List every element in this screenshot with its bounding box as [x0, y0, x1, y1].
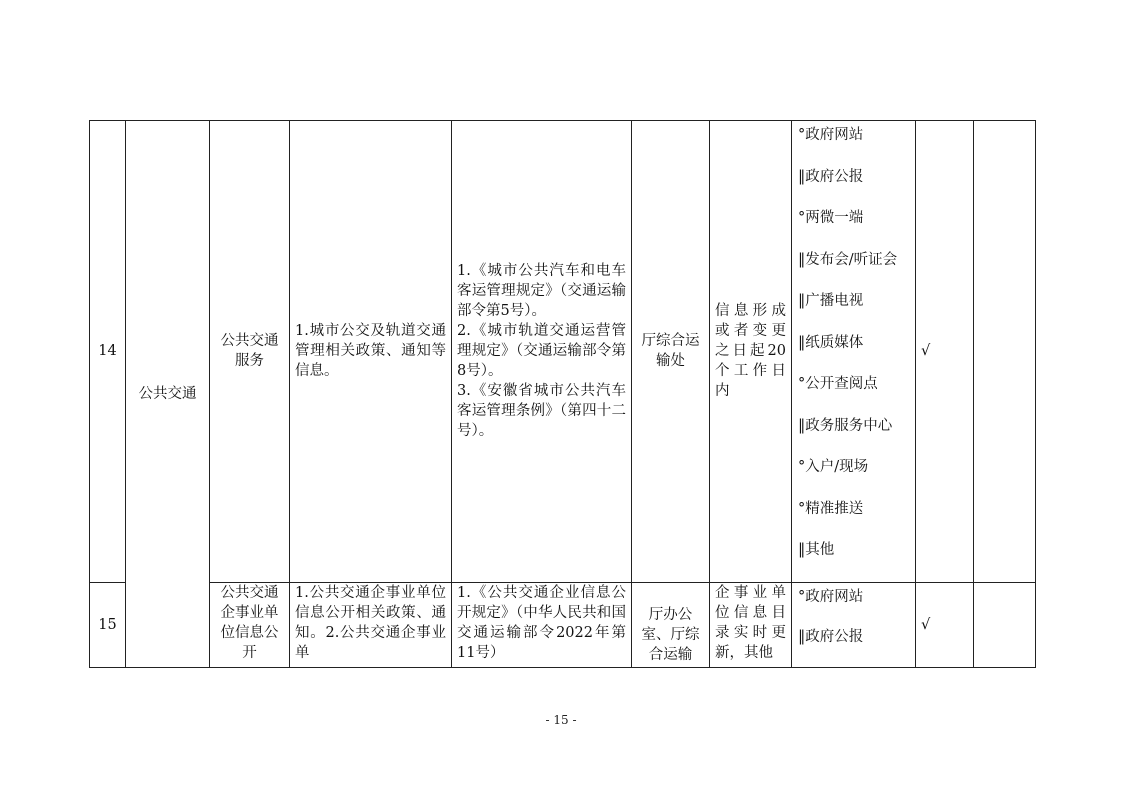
channel-item: ‖广播电视	[798, 293, 864, 309]
department-cell: 厅综合运输处	[632, 121, 710, 583]
channel-item: °政府网站	[798, 588, 864, 605]
table-row	[90, 582, 1036, 667]
content-cell: 1.公共交通企事业单位信息公开相关政策、通知。2.公共交通企事业单	[290, 582, 452, 667]
channel-item: ‖政府公报	[798, 628, 864, 645]
basis-line: 2.《城市轨道交通运营管理规定》（交通运输部令第8号）。	[457, 323, 626, 380]
item-cell: 公共交通企事业单位信息公开	[210, 582, 290, 667]
channel-item: ‖政府公报	[798, 168, 864, 185]
basis-cell	[452, 121, 632, 583]
channel-item: °入户/现场	[798, 459, 869, 475]
time-limit-cell: 企事业单位信息目录实时更新，其他	[710, 582, 792, 667]
channel-item: °政府网站	[798, 127, 864, 143]
page-number: - 15 -	[545, 713, 577, 727]
row-number: 15	[90, 582, 126, 667]
channel-item: °两微一端	[798, 210, 864, 226]
department-cell: 厅办公室、厅综合运输	[632, 582, 710, 667]
channel-item: ‖纸质媒体	[798, 334, 864, 351]
channel-item: ‖政务服务中心	[798, 417, 893, 434]
basis-line: 3.《安徽省城市公共汽车客运管理条例》（第四十二号）。	[457, 383, 626, 440]
extra-cell	[974, 121, 1036, 583]
channel-item: °精准推送	[798, 500, 864, 517]
check-cell: √	[916, 582, 974, 667]
channels-cell	[792, 582, 916, 667]
check-cell: √	[916, 121, 974, 583]
basis-cell: 1.《公共交通企业信息公开规定》（中华人民共和国交通运输部令2022年第11号）	[452, 582, 632, 667]
category-cell: 公共交通	[126, 121, 210, 668]
extra-cell	[974, 582, 1036, 667]
disclosure-table	[89, 120, 1036, 668]
channel-item: °公开查阅点	[798, 376, 878, 392]
channel-item: ‖发布会/听证会	[798, 251, 898, 268]
channel-item: ‖其他	[798, 542, 835, 558]
time-limit-cell: 信息形成或者变更之日起20个工作日内	[710, 121, 792, 583]
table-row	[90, 121, 1036, 583]
channels-cell	[792, 121, 916, 583]
basis-line: 1.《城市公共汽车和电车客运管理规定》（交通运输部令第5号）。	[457, 263, 626, 320]
item-cell: 公共交通服务	[210, 121, 290, 583]
row-number: 14	[90, 121, 126, 583]
content-cell: 1.城市公交及轨道交通管理相关政策、通知等信息。	[290, 121, 452, 583]
